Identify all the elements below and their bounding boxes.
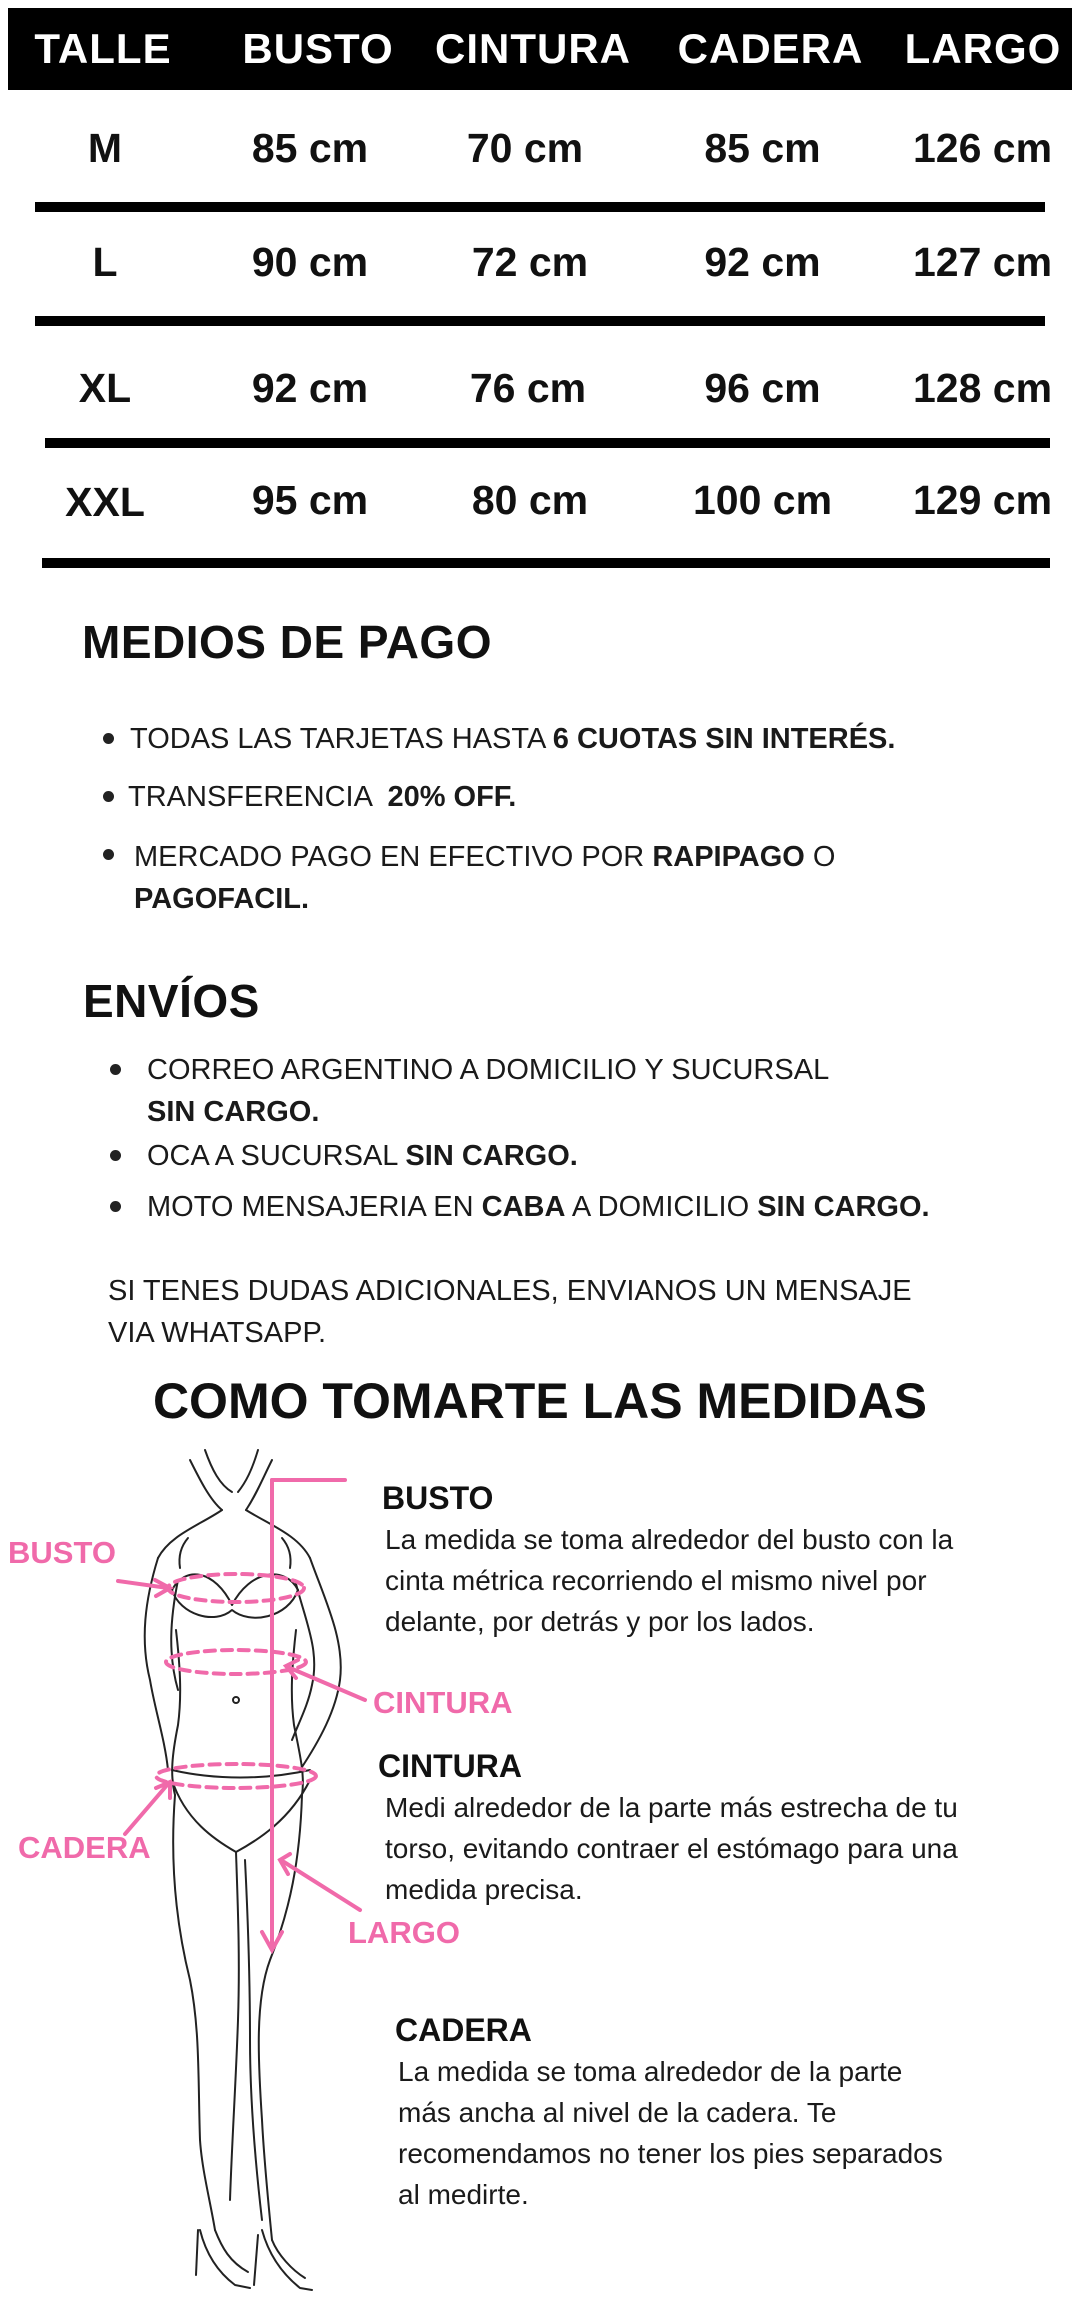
cintura-description bbox=[385, 1787, 958, 1910]
description-line: recomendamos no tener los pies separados bbox=[398, 2138, 943, 2169]
payment-item bbox=[128, 776, 516, 818]
busto-cell: 90 cm bbox=[251, 239, 369, 285]
largo-cell: 129 cm bbox=[912, 477, 1053, 523]
header-busto: BUSTO bbox=[242, 25, 394, 72]
busto-cell: 92 cm bbox=[251, 365, 369, 411]
cintura-cell: 72 cm bbox=[471, 239, 589, 285]
description-line: cinta métrica recorriendo el mismo nivel por bbox=[385, 1565, 927, 1596]
cintura-heading: CINTURA bbox=[378, 1748, 522, 1784]
size-cell: XXL bbox=[65, 479, 145, 525]
bullet-icon bbox=[103, 849, 114, 860]
bullet-icon bbox=[103, 791, 114, 802]
bullet-icon bbox=[103, 733, 114, 744]
header-cadera: CADERA bbox=[677, 25, 864, 72]
header-largo: LARGO bbox=[904, 25, 1062, 72]
cintura-cell: 76 cm bbox=[469, 365, 587, 411]
bullet-icon bbox=[110, 1150, 121, 1161]
row-divider bbox=[35, 202, 1045, 212]
largo-cell: 127 cm bbox=[912, 239, 1053, 285]
shipping-item-text: A DOMICILIO bbox=[565, 1191, 758, 1223]
label-largo: LARGO bbox=[348, 1915, 460, 1950]
shipping-item-bold: CABA bbox=[481, 1191, 566, 1223]
description-line: La medida se toma alrededor de la parte bbox=[398, 2056, 903, 2087]
cadera-cell: 100 cm bbox=[692, 477, 833, 523]
description-line: delante, por detrás y por los lados. bbox=[385, 1606, 815, 1637]
size-cell: M bbox=[87, 125, 123, 171]
busto-description bbox=[385, 1519, 953, 1642]
cintura-cell: 70 cm bbox=[466, 125, 584, 171]
cadera-cell: 85 cm bbox=[704, 125, 821, 171]
row-divider bbox=[35, 316, 1045, 326]
label-cadera: CADERA bbox=[18, 1830, 151, 1865]
size-table-header bbox=[8, 8, 1072, 90]
cadera-description bbox=[398, 2051, 943, 2215]
payment-item-text: TRANSFERENCIA bbox=[128, 781, 388, 813]
payment-item bbox=[134, 836, 835, 920]
payment-item-text: MERCADO PAGO EN EFECTIVO POR bbox=[134, 841, 653, 873]
largo-cell: 126 cm bbox=[912, 125, 1053, 171]
size-cell: XL bbox=[78, 365, 132, 411]
shipping-item-text: CORREO ARGENTINO A DOMICILIO Y SUCURSAL bbox=[147, 1054, 830, 1086]
description-line: torso, evitando contraer el estómago para una bbox=[385, 1833, 958, 1864]
row-divider bbox=[45, 438, 1050, 448]
description-line: más ancha al nivel de la cadera. Te bbox=[398, 2097, 837, 2128]
shipping-item bbox=[147, 1186, 930, 1228]
shipping-item bbox=[147, 1049, 829, 1133]
bullet-icon bbox=[110, 1201, 121, 1212]
cadera-cell: 92 cm bbox=[704, 239, 821, 285]
cadera-cell: 96 cm bbox=[704, 365, 821, 411]
label-cintura: CINTURA bbox=[373, 1685, 513, 1720]
busto-heading: BUSTO bbox=[382, 1480, 494, 1516]
payment-title: MEDIOS DE PAGO bbox=[82, 616, 492, 668]
payment-item-text: O bbox=[804, 841, 836, 873]
cintura-cell: 80 cm bbox=[471, 477, 589, 523]
shipping-item-bold: SIN CARGO. bbox=[405, 1140, 578, 1172]
payment-item-text: TODAS LAS TARJETAS HASTA bbox=[130, 723, 553, 755]
description-line: al medirte. bbox=[398, 2179, 529, 2210]
payment-item-bold: PAGOFACIL. bbox=[134, 883, 310, 915]
note-line: VIA WHATSAPP. bbox=[108, 1317, 327, 1349]
payment-item-bold: 20% OFF. bbox=[387, 781, 517, 813]
measure-title: COMO TOMARTE LAS MEDIDAS bbox=[152, 1373, 928, 1429]
row-divider bbox=[42, 558, 1050, 568]
note-line: SI TENES DUDAS ADICIONALES, ENVIANOS UN MENSAJE bbox=[108, 1275, 912, 1307]
label-busto: BUSTO bbox=[8, 1535, 116, 1570]
largo-cell: 128 cm bbox=[912, 365, 1053, 411]
busto-cell: 85 cm bbox=[251, 125, 369, 171]
header-talle: TALLE bbox=[34, 25, 172, 72]
size-cell: L bbox=[92, 239, 118, 285]
bullet-icon bbox=[110, 1064, 121, 1075]
payment-item bbox=[130, 718, 895, 760]
shipping-item-text: MOTO MENSAJERIA EN bbox=[147, 1191, 482, 1223]
busto-cell: 95 cm bbox=[251, 477, 369, 523]
shipping-item-bold: SIN CARGO. bbox=[757, 1191, 930, 1223]
description-line: Medi alrededor de la parte más estrecha de tu bbox=[385, 1792, 958, 1823]
cadera-heading: CADERA bbox=[395, 2012, 532, 2048]
shipping-title: ENVÍOS bbox=[83, 975, 260, 1027]
description-line: medida precisa. bbox=[385, 1874, 583, 1905]
payment-item-bold: RAPIPAGO bbox=[652, 841, 805, 873]
whatsapp-note bbox=[108, 1270, 912, 1354]
header-cintura: CINTURA bbox=[435, 25, 631, 72]
shipping-item-bold: SIN CARGO. bbox=[147, 1096, 320, 1128]
payment-item-bold: 6 CUOTAS SIN INTERÉS. bbox=[552, 723, 896, 755]
shipping-item-text: OCA A SUCURSAL bbox=[147, 1140, 406, 1172]
shipping-item bbox=[147, 1135, 578, 1177]
description-line: La medida se toma alrededor del busto con la bbox=[385, 1524, 954, 1555]
